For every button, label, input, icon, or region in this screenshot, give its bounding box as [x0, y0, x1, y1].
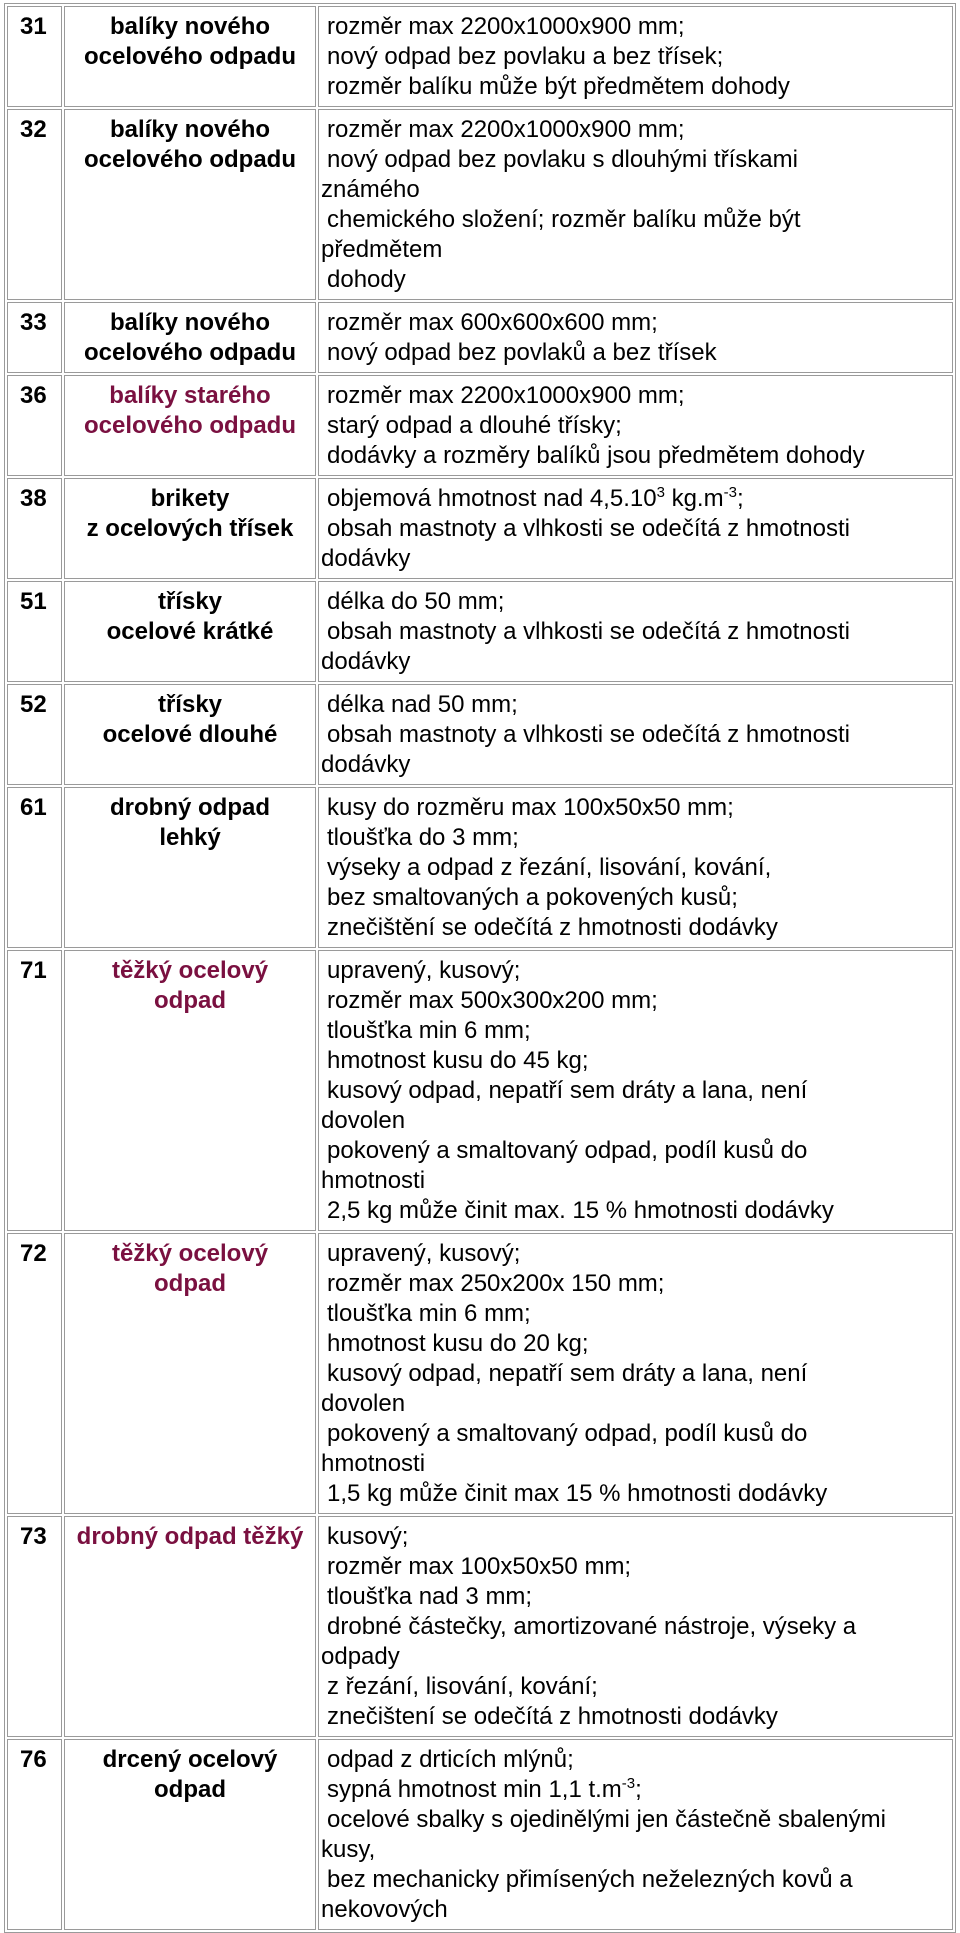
row-name-line: odpad	[154, 1776, 226, 1803]
spec-line	[321, 617, 948, 647]
spec-line	[321, 1582, 948, 1612]
spec-line	[321, 175, 948, 205]
row-name	[64, 1516, 316, 1737]
row-name-line: odpad	[154, 987, 226, 1014]
spec-line	[321, 1612, 948, 1642]
spec-text: chemického složení; rozměr balíku může být	[327, 206, 801, 233]
spec-text: ocelové sbalky s ojedinělými jen částečně sbalenými	[327, 1806, 886, 1833]
row-name	[64, 302, 316, 373]
spec-text: obsah mastnoty a vlhkosti se odečítá z hmotnosti	[327, 618, 850, 645]
table-row	[7, 1739, 953, 1930]
spec-line	[321, 338, 948, 368]
row-name-line: ocelového odpadu	[83, 146, 296, 173]
row-name-line: odpad	[154, 1270, 226, 1297]
spec-line	[321, 986, 948, 1016]
spec-text: dodávky a rozměry balíků jsou předmětem dohody	[327, 442, 865, 469]
spec-line	[321, 484, 948, 514]
spec-line	[321, 1745, 948, 1775]
spec-line	[321, 1672, 948, 1702]
spec-text: objemová hmotnost nad 4,5.10	[327, 485, 657, 512]
row-name	[64, 478, 316, 579]
row-code: 31	[7, 6, 62, 107]
spec-line	[321, 1239, 948, 1269]
spec-text: z řezání, lisování, kování;	[327, 1673, 598, 1700]
row-name-line: ocelového odpadu	[83, 412, 296, 439]
spec-text: předmětem	[321, 236, 443, 263]
table-row	[7, 6, 953, 107]
row-name	[64, 1233, 316, 1514]
spec-text: odpady	[321, 1643, 400, 1670]
spec-line	[321, 1269, 948, 1299]
spec-line	[321, 12, 948, 42]
spec-text: kg.m	[664, 485, 724, 512]
table-body	[7, 6, 953, 1930]
row-code: 51	[7, 581, 62, 682]
row-code: 61	[7, 787, 62, 948]
spec-text: obsah mastnoty a vlhkosti se odečítá z hmotnosti	[327, 721, 850, 748]
spec-exponent: 3	[656, 484, 665, 501]
spec-text: rozměr max 250x200x 150 mm;	[327, 1270, 665, 1297]
row-name-line: třísky	[157, 691, 223, 718]
spec-text: hmotnost kusu do 45 kg;	[327, 1047, 589, 1074]
spec-text: nekovových	[321, 1896, 448, 1923]
spec-text: dovolen	[321, 1107, 406, 1134]
spec-line	[321, 793, 948, 823]
spec-line	[321, 1805, 948, 1835]
spec-text: dodávky	[321, 751, 411, 778]
spec-text: rozměr max 2200x1000x900 mm;	[327, 13, 685, 40]
row-specification	[318, 581, 953, 682]
spec-text: tloušťka do 3 mm;	[327, 824, 519, 851]
row-name	[64, 375, 316, 476]
row-name-line: balíky nového	[109, 116, 271, 143]
spec-text: rozměr max 500x300x200 mm;	[327, 987, 658, 1014]
spec-text: znečištení se odečítá z hmotnosti dodávky	[327, 1703, 778, 1730]
spec-line	[321, 1865, 948, 1895]
spec-line	[321, 1835, 948, 1865]
spec-text: tloušťka min 6 mm;	[327, 1017, 531, 1044]
row-name	[64, 1739, 316, 1930]
row-name-line: ocelového odpadu	[83, 339, 296, 366]
row-specification	[318, 950, 953, 1231]
row-specification	[318, 1516, 953, 1737]
spec-line	[321, 381, 948, 411]
spec-text: dohody	[327, 266, 406, 293]
spec-exponent: -3	[621, 1775, 636, 1792]
spec-text: dovolen	[321, 1390, 406, 1417]
spec-text: dodávky	[321, 545, 411, 572]
row-code: 73	[7, 1516, 62, 1737]
row-name	[64, 950, 316, 1231]
spec-line	[321, 1046, 948, 1076]
row-name-line: balíky starého	[109, 382, 271, 409]
spec-line	[321, 1016, 948, 1046]
row-name-line: drobný odpad	[110, 794, 270, 821]
spec-line	[321, 883, 948, 913]
spec-text: rozměr max 2200x1000x900 mm;	[327, 382, 685, 409]
spec-line	[321, 750, 948, 780]
row-specification	[318, 302, 953, 373]
spec-line	[321, 647, 948, 677]
spec-text: kusový;	[327, 1523, 409, 1550]
spec-line	[321, 720, 948, 750]
spec-line	[321, 308, 948, 338]
spec-text: tloušťka min 6 mm;	[327, 1300, 531, 1327]
spec-line	[321, 956, 948, 986]
spec-line	[321, 1359, 948, 1389]
spec-line	[321, 587, 948, 617]
spec-text: délka nad 50 mm;	[327, 691, 518, 718]
row-name-line: ocelové krátké	[106, 618, 274, 645]
row-name	[64, 581, 316, 682]
spec-line	[321, 1479, 948, 1509]
row-name-line: brikety	[150, 485, 230, 512]
spec-text: pokovený a smaltovaný odpad, podíl kusů do	[327, 1137, 808, 1164]
spec-text: pokovený a smaltovaný odpad, podíl kusů do	[327, 1420, 808, 1447]
row-name-line: třísky	[157, 588, 223, 615]
row-specification	[318, 1739, 953, 1930]
spec-text: 1,5 kg může činit max 15 % hmotnosti dodávky	[327, 1480, 828, 1507]
spec-line	[321, 1552, 948, 1582]
row-name-line: lehký	[159, 824, 221, 851]
spec-line	[321, 1299, 948, 1329]
table-row	[7, 1233, 953, 1514]
row-code: 52	[7, 684, 62, 785]
spec-text: ;	[635, 1776, 642, 1803]
row-specification	[318, 109, 953, 300]
table-row	[7, 787, 953, 948]
table-row	[7, 375, 953, 476]
row-name-line: těžký ocelový	[111, 1240, 269, 1267]
spec-text: starý odpad a dlouhé třísky;	[327, 412, 622, 439]
spec-text: 2,5 kg může činit max. 15 % hmotnosti dodávky	[327, 1197, 834, 1224]
table-row	[7, 478, 953, 579]
spec-line	[321, 115, 948, 145]
row-specification	[318, 478, 953, 579]
row-code: 72	[7, 1233, 62, 1514]
row-specification	[318, 375, 953, 476]
row-code: 36	[7, 375, 62, 476]
spec-line	[321, 205, 948, 235]
spec-line	[321, 1642, 948, 1672]
table-row	[7, 1516, 953, 1737]
spec-line	[321, 853, 948, 883]
spec-line	[321, 913, 948, 943]
spec-line	[321, 1419, 948, 1449]
table-row	[7, 684, 953, 785]
spec-text: kusy,	[321, 1836, 376, 1863]
row-code: 76	[7, 1739, 62, 1930]
row-specification	[318, 684, 953, 785]
spec-line	[321, 1775, 948, 1805]
spec-line	[321, 823, 948, 853]
row-name	[64, 787, 316, 948]
table-row	[7, 302, 953, 373]
spec-text: obsah mastnoty a vlhkosti se odečítá z hmotnosti	[327, 515, 850, 542]
spec-text: hmotnosti	[321, 1450, 426, 1477]
row-code: 71	[7, 950, 62, 1231]
spec-text: bez mechanicky přimísených neželezných kovů a	[327, 1866, 853, 1893]
spec-line	[321, 72, 948, 102]
row-name-line: z ocelových třísek	[86, 515, 294, 542]
spec-line	[321, 235, 948, 265]
spec-line	[321, 145, 948, 175]
row-name-line: ocelové dlouhé	[102, 721, 278, 748]
spec-line	[321, 42, 948, 72]
spec-text: sypná hmotnost min 1,1 t.m	[327, 1776, 622, 1803]
spec-text: drobné částečky, amortizované nástroje, výseky a	[327, 1613, 857, 1640]
spec-line	[321, 1196, 948, 1226]
spec-text: délka do 50 mm;	[327, 588, 505, 615]
spec-text: nový odpad bez povlaků a bez třísek	[327, 339, 717, 366]
spec-line	[321, 690, 948, 720]
spec-line	[321, 514, 948, 544]
spec-line	[321, 1522, 948, 1552]
spec-line	[321, 441, 948, 471]
row-code: 38	[7, 478, 62, 579]
spec-text: ;	[736, 485, 744, 512]
row-name-line: těžký ocelový	[111, 957, 269, 984]
spec-text: hmotnost kusu do 20 kg;	[327, 1330, 589, 1357]
spec-line	[321, 1166, 948, 1196]
row-specification	[318, 1233, 953, 1514]
row-name-line: balíky nového	[109, 309, 271, 336]
row-name	[64, 6, 316, 107]
spec-line	[321, 1895, 948, 1925]
spec-line	[321, 1106, 948, 1136]
row-name	[64, 684, 316, 785]
spec-text: tloušťka nad 3 mm;	[327, 1583, 533, 1610]
row-name-line: balíky nového	[109, 13, 271, 40]
row-name-line: drcený ocelový	[102, 1746, 278, 1773]
spec-line	[321, 1136, 948, 1166]
spec-line	[321, 1449, 948, 1479]
spec-text: výseky a odpad z řezání, lisování, kování,	[327, 854, 772, 881]
spec-text: nový odpad bez povlaku a bez třísek;	[327, 43, 724, 70]
spec-text: dodávky	[321, 648, 411, 675]
spec-text: znečištění se odečítá z hmotnosti dodávky	[327, 914, 778, 941]
spec-exponent: -3	[723, 484, 737, 501]
spec-text: známého	[321, 176, 420, 203]
spec-line	[321, 1076, 948, 1106]
row-name-line: drobný odpad těžký	[76, 1523, 304, 1550]
table-row	[7, 950, 953, 1231]
row-code: 33	[7, 302, 62, 373]
table-row	[7, 109, 953, 300]
steel-scrap-table	[4, 3, 956, 1933]
spec-text: nový odpad bez povlaku s dlouhými třískami	[327, 146, 798, 173]
spec-text: upravený, kusový;	[327, 1240, 521, 1267]
spec-line	[321, 1389, 948, 1419]
table-row	[7, 581, 953, 682]
spec-line	[321, 1329, 948, 1359]
spec-text: rozměr max 100x50x50 mm;	[327, 1553, 632, 1580]
spec-text: kusový odpad, nepatří sem dráty a lana, není	[327, 1077, 808, 1104]
spec-line	[321, 411, 948, 441]
row-specification	[318, 6, 953, 107]
spec-text: rozměr max 600x600x600 mm;	[327, 309, 658, 336]
spec-line	[321, 544, 948, 574]
spec-text: odpad z drticích mlýnů;	[327, 1746, 574, 1773]
spec-text: hmotnosti	[321, 1167, 426, 1194]
spec-text: bez smaltovaných a pokovených kusů;	[327, 884, 738, 911]
row-specification	[318, 787, 953, 948]
spec-text: kusový odpad, nepatří sem dráty a lana, není	[327, 1360, 808, 1387]
spec-line	[321, 1702, 948, 1732]
spec-line	[321, 265, 948, 295]
spec-text: rozměr balíku může být předmětem dohody	[327, 73, 790, 100]
row-code: 32	[7, 109, 62, 300]
row-name-line: ocelového odpadu	[83, 43, 296, 70]
spec-text: upravený, kusový;	[327, 957, 521, 984]
row-name	[64, 109, 316, 300]
spec-text: rozměr max 2200x1000x900 mm;	[327, 116, 685, 143]
spec-text: kusy do rozměru max 100x50x50 mm;	[327, 794, 734, 821]
